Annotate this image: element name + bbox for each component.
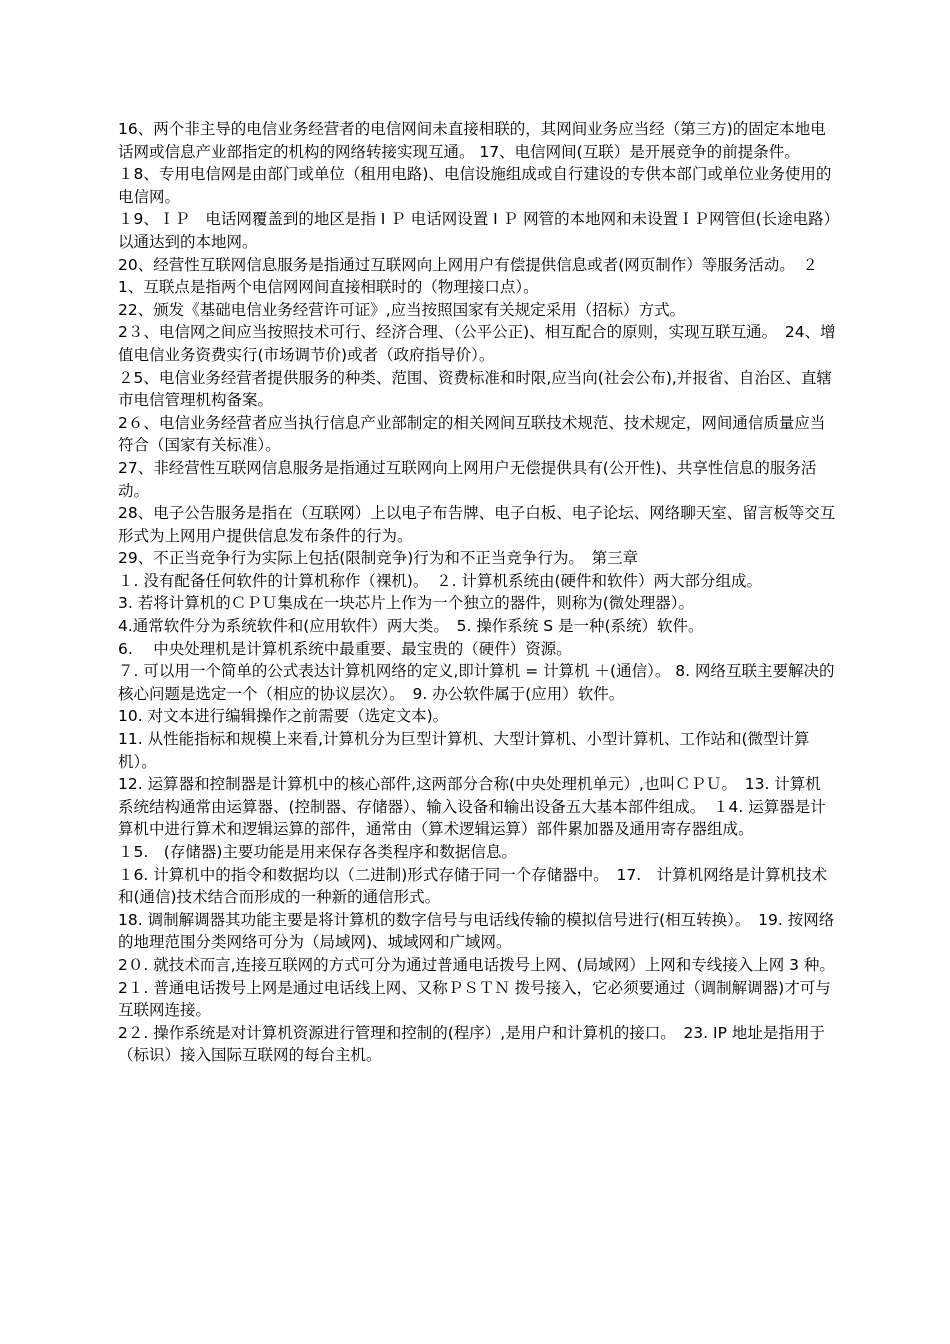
paragraph-ch3-20: 2０. 就技术而言,连接互联网的方式可分为通过普通电话拨号上网、(局域网）上网和专线接入上网 3 种。 xyxy=(118,955,835,974)
paragraph-26: 2６、电信业务经营者应当执行信息产业部制定的相关网间互联技术规范、技术规定，网间通信质量应当符合（国家有关标准）。 xyxy=(118,413,826,455)
paragraph-ch3-3: 3. 若将计算机的ＣＰＵ集成在一块芯片上作为一个独立的器件，则称为(微处理器）。 xyxy=(118,594,695,613)
paragraph-ch3-21: 2１. 普通电话拨号上网是通过电话线上网、又称ＰＳＴＮ 拨号接入，它必须要通过（调制解调器)才可与互联网连接。 xyxy=(118,978,831,1020)
paragraph-27: 27、非经营性互联网信息服务是指通过互联网向上网用户无偿提供具有(公开性)、共享性信息的服务活动。 xyxy=(118,458,817,500)
paragraph-ch3-10: 10. 对文本进行编辑操作之前需要（选定文本)。 xyxy=(118,707,449,726)
paragraph-ch3-16: １6. 计算机中的指令和数据均以（二进制)形式存储于同一个存储器中。 17. 计算机网络是计算机技术和(通信)技术结合而形成的一种新的通信形式。 xyxy=(118,865,828,907)
paragraph-18: １8、专用电信网是由部门或单位（租用电路)、电信设施组成或自行建设的专供本部门或单位业务使用的电信网。 xyxy=(118,165,832,206)
paragraph-25: ２5、电信业务经营者提供服务的种类、范围、资费标准和时限,应当向(社会公布),并报省、自治区、直辖市电信管理机构备案。 xyxy=(118,368,832,410)
paragraph-23: 2３、电信网之间应当按照技术可行、经济合理、（公平公正)、相互配合的原则，实现互联互通。 24、增值电信业务资费实行(市场调节价)或者（政府指导价）。 xyxy=(118,323,836,364)
paragraph-20: 20、经营性互联网信息服务是指通过互联网向上网用户有偿提供信息或者(网页制作）等服务活动。 ２1、互联点是指两个电信网网间直接相联时的（物理接口点）。 xyxy=(118,255,819,297)
paragraph-ch3-6: 6. 中央处理机是计算机系统中最重要、最宝贵的（硬件）资源。 xyxy=(118,639,572,658)
paragraph-ch3-4: 4.通常软件分为系统软件和(应用软件）两大类。 5. 操作系统 S 是一种(系统）软件。 xyxy=(118,617,704,636)
paragraph-ch3-11: 11. 从性能指标和规模上来看,计算机分为巨型计算机、大型计算机、小型计算机、工作站和(微型计算机）。 xyxy=(118,730,810,771)
paragraph-ch3-18: 18. 调制解调器其功能主要是将计算机的数字信号与电话线传输的模拟信号进行(相互转换）。 19. 按网络的地理范围分类网络可分为（局域网)、城域网和广域网。 xyxy=(118,910,835,952)
paragraph-ch3-22: 2２. 操作系统是对计算机资源进行管理和控制的(程序）,是用户和计算机的接口。 23. IP 地址是指用于（标识）接入国际互联网的每台主机。 xyxy=(118,1023,825,1065)
paragraph-29: 29、不正当竞争行为实际上包括(限制竞争)行为和不正当竞争行为。 第三章 xyxy=(118,549,639,568)
paragraph-ch3-12: 12. 运算器和控制器是计算机中的核心部件,这两部分合称(中央处理机单元）,也叫ＣＰＵ。 13. 计算机系统结构通常由运算器、(控制器、存储器）、输入设备和输出设备五大基本部件组成。 １4. 运算器是计算机中进行算术和逻辑运算的部件，通常由（算术逻辑运算）部件累加器及通用寄存器组成。 xyxy=(118,775,826,839)
paragraph-ch3-15: １5. (存储器)主要功能是用来保存各类程序和数据信息。 xyxy=(118,843,517,861)
document-page xyxy=(118,118,836,1067)
paragraph-22: 22、颁发《基础电信业务经营许可证》,应当按照国家有关规定采用（招标）方式。 xyxy=(118,300,686,319)
paragraph-28: 28、电子公告服务是指在（互联网）上以电子布告牌、电子白板、电子论坛、网络聊天室、留言板等交互形式为上网用户提供信息发布条件的行为。 xyxy=(118,504,836,545)
paragraph-19: １9、ＩＰ 电话网覆盖到的地区是指 I Ｐ 电话网设置 I Ｐ 网管的本地网和未设置ＩＰ网管但(长途电路）以通达到的本地网。 xyxy=(118,210,832,251)
paragraph-ch3-1: １. 没有配备任何软件的计算机称作（裸机)。 ２. 计算机系统由(硬件和软件）两大部分组成。 xyxy=(118,571,763,590)
paragraph-ch3-7: ７. 可以用一个简单的公式表达计算机网络的定义,即计算机 = 计算机 ＋(通信）。 8. 网络互联主要解决的核心问题是选定一个（相应的协议层次）。 9. 办公软件属于(应用）软件。 xyxy=(118,662,835,703)
paragraph-16: 16、两个非主导的电信业务经营者的电信网间未直接相联的，其网间业务应当经（第三方)的固定本地电话网或信息产业部指定的机构的网络转接实现互通。 17、电信网间(互联）是开展竞争的前提条件。 xyxy=(118,120,826,161)
